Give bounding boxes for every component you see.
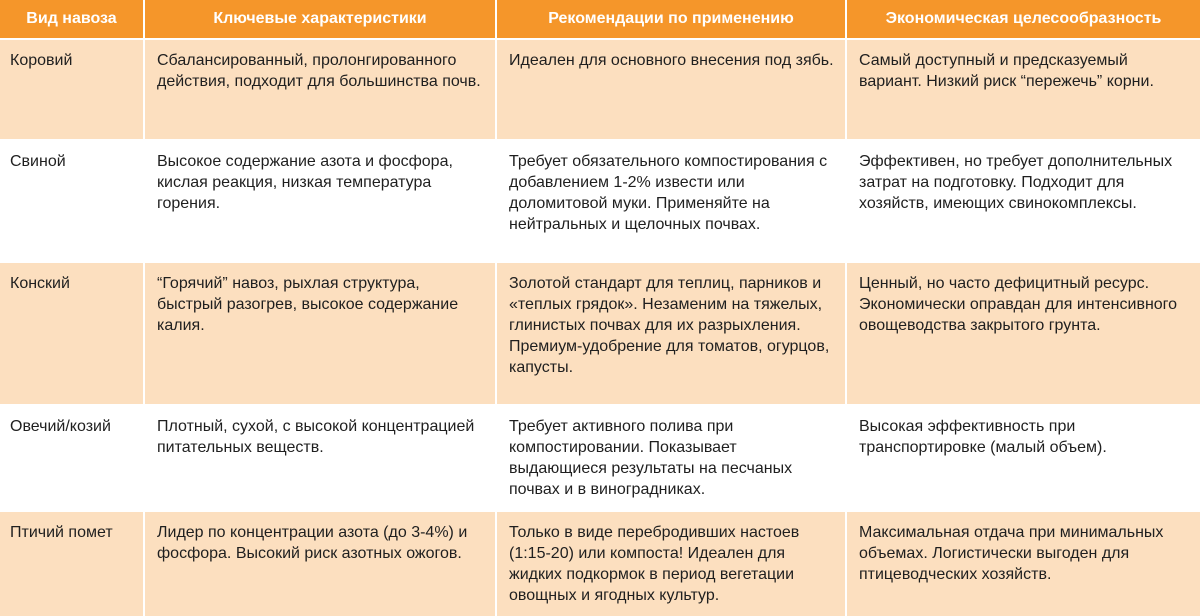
cell-economics: Максимальная отдача при минимальных объемах. Логистически выгоден для птицеводческих хозяйств. bbox=[846, 511, 1200, 616]
table-header-row bbox=[0, 0, 1200, 39]
cell-manure-type: Коровий bbox=[0, 39, 144, 140]
header-recommendations: Рекомендации по применению bbox=[496, 0, 846, 39]
cell-manure-type: Овечий/козий bbox=[0, 405, 144, 511]
cell-manure-type: Птичий помет bbox=[0, 511, 144, 616]
table-row bbox=[0, 140, 1200, 262]
cell-characteristics: Лидер по концентрации азота (до 3-4%) и фосфора. Высокий риск азотных ожогов. bbox=[144, 511, 496, 616]
cell-recommendations: Требует обязательного компостирования с добавлением 1-2% извести или доломитовой муки. Применяйте на нейтральных и щелочных почвах. bbox=[496, 140, 846, 262]
cell-characteristics: Плотный, сухой, с высокой концентрацией питательных веществ. bbox=[144, 405, 496, 511]
table-row bbox=[0, 39, 1200, 140]
cell-economics: Высокая эффективность при транспортировке (малый объем). bbox=[846, 405, 1200, 511]
header-manure-type: Вид навоза bbox=[0, 0, 144, 39]
table-row bbox=[0, 262, 1200, 405]
cell-characteristics: Высокое содержание азота и фосфора, кислая реакция, низкая температура горения. bbox=[144, 140, 496, 262]
cell-characteristics: “Горячий” навоз, рыхлая структура, быстрый разогрев, высокое содержание калия. bbox=[144, 262, 496, 405]
cell-characteristics: Сбалансированный, пролонгированного действия, подходит для большинства почв. bbox=[144, 39, 496, 140]
table-row bbox=[0, 511, 1200, 616]
cell-manure-type: Конский bbox=[0, 262, 144, 405]
cell-economics: Самый доступный и предсказуемый вариант. Низкий риск “пережечь” корни. bbox=[846, 39, 1200, 140]
header-economics: Экономическая целесообразность bbox=[846, 0, 1200, 39]
cell-economics: Эффективен, но требует дополнительных затрат на подготовку. Подходит для хозяйств, имеющих свинокомплексы. bbox=[846, 140, 1200, 262]
cell-recommendations: Только в виде перебродивших настоев (1:15-20) или компоста! Идеален для жидких подкормок в период вегетации овощных и ягодных культур. bbox=[496, 511, 846, 616]
cell-recommendations: Идеален для основного внесения под зябь. bbox=[496, 39, 846, 140]
cell-recommendations: Требует активного полива при компостировании. Показывает выдающиеся результаты на песчаных почвах и в виноградниках. bbox=[496, 405, 846, 511]
cell-recommendations: Золотой стандарт для теплиц, парников и «теплых грядок». Незаменим на тяжелых, глинистых почвах для их разрыхления. Премиум-удобрение для томатов, огурцов, капусты. bbox=[496, 262, 846, 405]
header-characteristics: Ключевые характеристики bbox=[144, 0, 496, 39]
cell-economics: Ценный, но часто дефицитный ресурс. Экономически оправдан для интенсивного овощеводства закрытого грунта. bbox=[846, 262, 1200, 405]
table-row bbox=[0, 405, 1200, 511]
cell-manure-type: Свиной bbox=[0, 140, 144, 262]
